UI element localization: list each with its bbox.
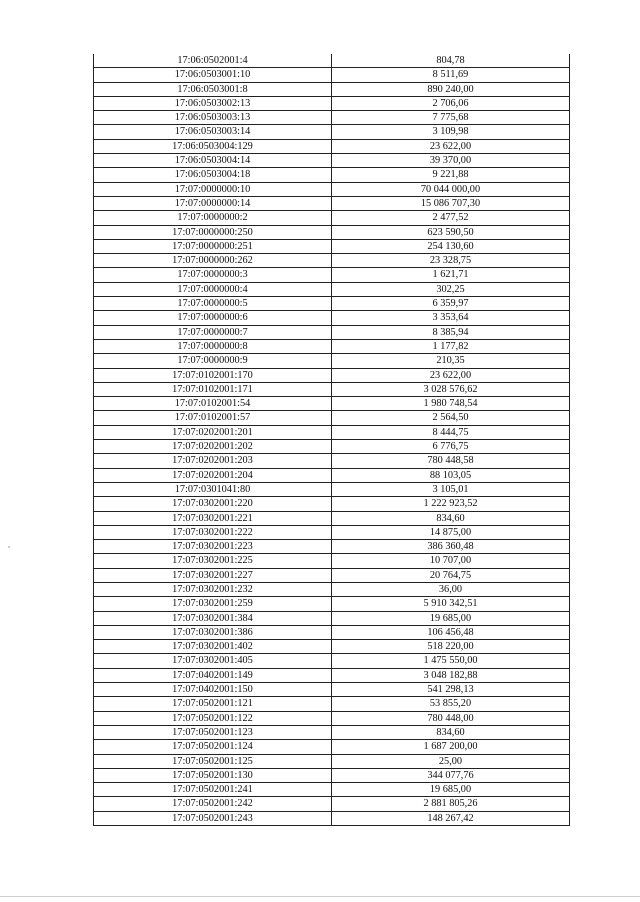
cadastral-value-cell: 386 360,48 [332, 540, 570, 554]
table-row [94, 82, 570, 96]
cadastral-number-cell: 17:07:0202001:201 [94, 425, 332, 439]
cadastral-value-cell: 19 685,00 [332, 611, 570, 625]
cadastral-number-cell: 17:07:0302001:221 [94, 511, 332, 525]
cadastral-number-cell: 17:07:0000000:251 [94, 239, 332, 253]
table-row [94, 368, 570, 382]
cadastral-value-cell: 23 622,00 [332, 368, 570, 382]
cadastral-value-cell: 2 881 805,26 [332, 797, 570, 811]
cadastral-value-cell: 6 359,97 [332, 297, 570, 311]
cadastral-value-cell: 3 048 182,88 [332, 668, 570, 682]
cadastral-value-cell: 5 910 342,51 [332, 597, 570, 611]
table-row [94, 611, 570, 625]
cadastral-number-cell: 17:07:0502001:122 [94, 711, 332, 725]
cadastral-number-cell: 17:07:0302001:232 [94, 582, 332, 596]
cadastral-value-cell: 1 687 200,00 [332, 740, 570, 754]
cadastral-value-cell: 23 328,75 [332, 254, 570, 268]
cadastral-number-cell: 17:06:0503004:129 [94, 139, 332, 153]
table-row [94, 168, 570, 182]
cadastral-value-cell: 53 855,20 [332, 697, 570, 711]
cadastral-value-cell: 19 685,00 [332, 783, 570, 797]
cadastral-number-cell: 17:07:0000000:5 [94, 297, 332, 311]
table-row [94, 640, 570, 654]
cadastral-value-cell: 15 086 707,30 [332, 196, 570, 210]
table-row [94, 582, 570, 596]
table-row [94, 625, 570, 639]
cadastral-number-cell: 17:07:0000000:262 [94, 254, 332, 268]
table-row [94, 225, 570, 239]
table-row [94, 740, 570, 754]
cadastral-value-cell: 2 706,06 [332, 96, 570, 110]
cadastral-value-cell: 6 776,75 [332, 440, 570, 454]
cadastral-value-table-container [93, 54, 569, 826]
cadastral-number-cell: 17:07:0302001:259 [94, 597, 332, 611]
table-row [94, 211, 570, 225]
cadastral-value-cell: 210,35 [332, 354, 570, 368]
cadastral-value-cell: 254 130,60 [332, 239, 570, 253]
cadastral-number-cell: 17:07:0302001:223 [94, 540, 332, 554]
cadastral-value-cell: 834,60 [332, 511, 570, 525]
table-row [94, 297, 570, 311]
table-row [94, 282, 570, 296]
cadastral-number-cell: 17:07:0302001:225 [94, 554, 332, 568]
cadastral-value-cell: 623 590,50 [332, 225, 570, 239]
table-row [94, 683, 570, 697]
cadastral-number-cell: 17:07:0000000:4 [94, 282, 332, 296]
cadastral-number-cell: 17:07:0302001:384 [94, 611, 332, 625]
table-row [94, 711, 570, 725]
cadastral-number-cell: 17:07:0502001:125 [94, 754, 332, 768]
cadastral-value-cell: 7 775,68 [332, 111, 570, 125]
cadastral-number-cell: 17:07:0302001:227 [94, 568, 332, 582]
table-row [94, 311, 570, 325]
table-row [94, 768, 570, 782]
cadastral-number-cell: 17:07:0102001:54 [94, 397, 332, 411]
cadastral-value-cell: 834,60 [332, 725, 570, 739]
table-row [94, 597, 570, 611]
cadastral-number-cell: 17:07:0502001:130 [94, 768, 332, 782]
cadastral-number-cell: 17:06:0502001:4 [94, 54, 332, 68]
table-row [94, 196, 570, 210]
cadastral-number-cell: 17:07:0302001:405 [94, 654, 332, 668]
cadastral-value-cell: 106 456,48 [332, 625, 570, 639]
cadastral-number-cell: 17:07:0202001:202 [94, 440, 332, 454]
cadastral-value-table [93, 54, 570, 826]
table-row [94, 111, 570, 125]
table-row [94, 440, 570, 454]
cadastral-value-cell: 344 077,76 [332, 768, 570, 782]
table-row [94, 125, 570, 139]
cadastral-value-cell: 3 028 576,62 [332, 382, 570, 396]
table-row [94, 654, 570, 668]
cadastral-value-cell: 302,25 [332, 282, 570, 296]
cadastral-number-cell: 17:07:0302001:220 [94, 497, 332, 511]
table-row [94, 425, 570, 439]
cadastral-value-cell: 9 221,88 [332, 168, 570, 182]
cadastral-number-cell: 17:07:0202001:203 [94, 454, 332, 468]
table-row [94, 482, 570, 496]
table-row [94, 382, 570, 396]
table-row [94, 668, 570, 682]
cadastral-number-cell: 17:07:0000000:6 [94, 311, 332, 325]
table-row [94, 182, 570, 196]
cadastral-number-cell: 17:07:0502001:121 [94, 697, 332, 711]
table-row [94, 511, 570, 525]
cadastral-value-cell: 39 370,00 [332, 154, 570, 168]
cadastral-value-cell: 8 444,75 [332, 425, 570, 439]
cadastral-value-cell: 780 448,58 [332, 454, 570, 468]
cadastral-number-cell: 17:07:0301041:80 [94, 482, 332, 496]
cadastral-value-cell: 1 177,82 [332, 339, 570, 353]
scan-speck [8, 546, 10, 548]
table-row [94, 525, 570, 539]
cadastral-value-cell: 804,78 [332, 54, 570, 68]
table-row [94, 354, 570, 368]
cadastral-value-cell: 1 980 748,54 [332, 397, 570, 411]
cadastral-number-cell: 17:06:0503004:14 [94, 154, 332, 168]
cadastral-value-cell: 36,00 [332, 582, 570, 596]
cadastral-value-cell: 3 353,64 [332, 311, 570, 325]
cadastral-number-cell: 17:06:0503003:13 [94, 111, 332, 125]
cadastral-number-cell: 17:06:0503002:13 [94, 96, 332, 110]
cadastral-number-cell: 17:07:0102001:57 [94, 411, 332, 425]
cadastral-number-cell: 17:07:0402001:150 [94, 683, 332, 697]
cadastral-number-cell: 17:07:0000000:2 [94, 211, 332, 225]
table-row [94, 754, 570, 768]
table-row [94, 725, 570, 739]
cadastral-value-cell: 780 448,00 [332, 711, 570, 725]
cadastral-value-cell: 20 764,75 [332, 568, 570, 582]
cadastral-value-cell: 148 267,42 [332, 811, 570, 825]
cadastral-number-cell: 17:07:0502001:241 [94, 783, 332, 797]
table-row [94, 268, 570, 282]
cadastral-number-cell: 17:07:0000000:250 [94, 225, 332, 239]
cadastral-number-cell: 17:07:0302001:222 [94, 525, 332, 539]
cadastral-value-cell: 2 564,50 [332, 411, 570, 425]
cadastral-number-cell: 17:07:0302001:402 [94, 640, 332, 654]
table-row [94, 468, 570, 482]
cadastral-value-cell: 23 622,00 [332, 139, 570, 153]
table-row [94, 783, 570, 797]
scan-edge-line [0, 896, 640, 897]
cadastral-number-cell: 17:07:0102001:171 [94, 382, 332, 396]
cadastral-value-cell: 25,00 [332, 754, 570, 768]
cadastral-number-cell: 17:07:0502001:243 [94, 811, 332, 825]
cadastral-number-cell: 17:07:0502001:242 [94, 797, 332, 811]
cadastral-number-cell: 17:07:0000000:3 [94, 268, 332, 282]
table-row [94, 139, 570, 153]
table-row [94, 697, 570, 711]
cadastral-value-cell: 1 475 550,00 [332, 654, 570, 668]
cadastral-value-cell: 8 511,69 [332, 68, 570, 82]
cadastral-number-cell: 17:07:0202001:204 [94, 468, 332, 482]
cadastral-value-cell: 14 875,00 [332, 525, 570, 539]
table-row [94, 411, 570, 425]
cadastral-number-cell: 17:06:0503004:18 [94, 168, 332, 182]
cadastral-value-cell: 890 240,00 [332, 82, 570, 96]
cadastral-value-cell: 2 477,52 [332, 211, 570, 225]
table-row [94, 254, 570, 268]
cadastral-value-cell: 3 109,98 [332, 125, 570, 139]
cadastral-value-cell: 1 621,71 [332, 268, 570, 282]
cadastral-number-cell: 17:06:0503001:8 [94, 82, 332, 96]
table-row [94, 68, 570, 82]
table-row [94, 96, 570, 110]
cadastral-value-cell: 3 105,01 [332, 482, 570, 496]
cadastral-number-cell: 17:07:0102001:170 [94, 368, 332, 382]
cadastral-value-cell: 8 385,94 [332, 325, 570, 339]
table-row [94, 568, 570, 582]
cadastral-number-cell: 17:06:0503003:14 [94, 125, 332, 139]
table-row [94, 325, 570, 339]
cadastral-number-cell: 17:07:0402001:149 [94, 668, 332, 682]
table-row [94, 154, 570, 168]
cadastral-number-cell: 17:07:0302001:386 [94, 625, 332, 639]
table-row [94, 239, 570, 253]
table-row [94, 797, 570, 811]
cadastral-number-cell: 17:07:0000000:8 [94, 339, 332, 353]
table-row [94, 339, 570, 353]
cadastral-value-cell: 518 220,00 [332, 640, 570, 654]
table-row [94, 540, 570, 554]
cadastral-value-cell: 541 298,13 [332, 683, 570, 697]
cadastral-number-cell: 17:07:0000000:14 [94, 196, 332, 210]
table-row [94, 554, 570, 568]
cadastral-number-cell: 17:07:0000000:7 [94, 325, 332, 339]
cadastral-value-cell: 1 222 923,52 [332, 497, 570, 511]
cadastral-number-cell: 17:07:0000000:9 [94, 354, 332, 368]
cadastral-value-cell: 70 044 000,00 [332, 182, 570, 196]
table-row [94, 54, 570, 68]
table-body [94, 54, 570, 826]
cadastral-number-cell: 17:07:0000000:10 [94, 182, 332, 196]
cadastral-value-cell: 88 103,05 [332, 468, 570, 482]
cadastral-number-cell: 17:07:0502001:123 [94, 725, 332, 739]
table-row [94, 454, 570, 468]
table-row [94, 497, 570, 511]
table-row [94, 811, 570, 825]
cadastral-number-cell: 17:07:0502001:124 [94, 740, 332, 754]
cadastral-number-cell: 17:06:0503001:10 [94, 68, 332, 82]
cadastral-value-cell: 10 707,00 [332, 554, 570, 568]
table-row [94, 397, 570, 411]
